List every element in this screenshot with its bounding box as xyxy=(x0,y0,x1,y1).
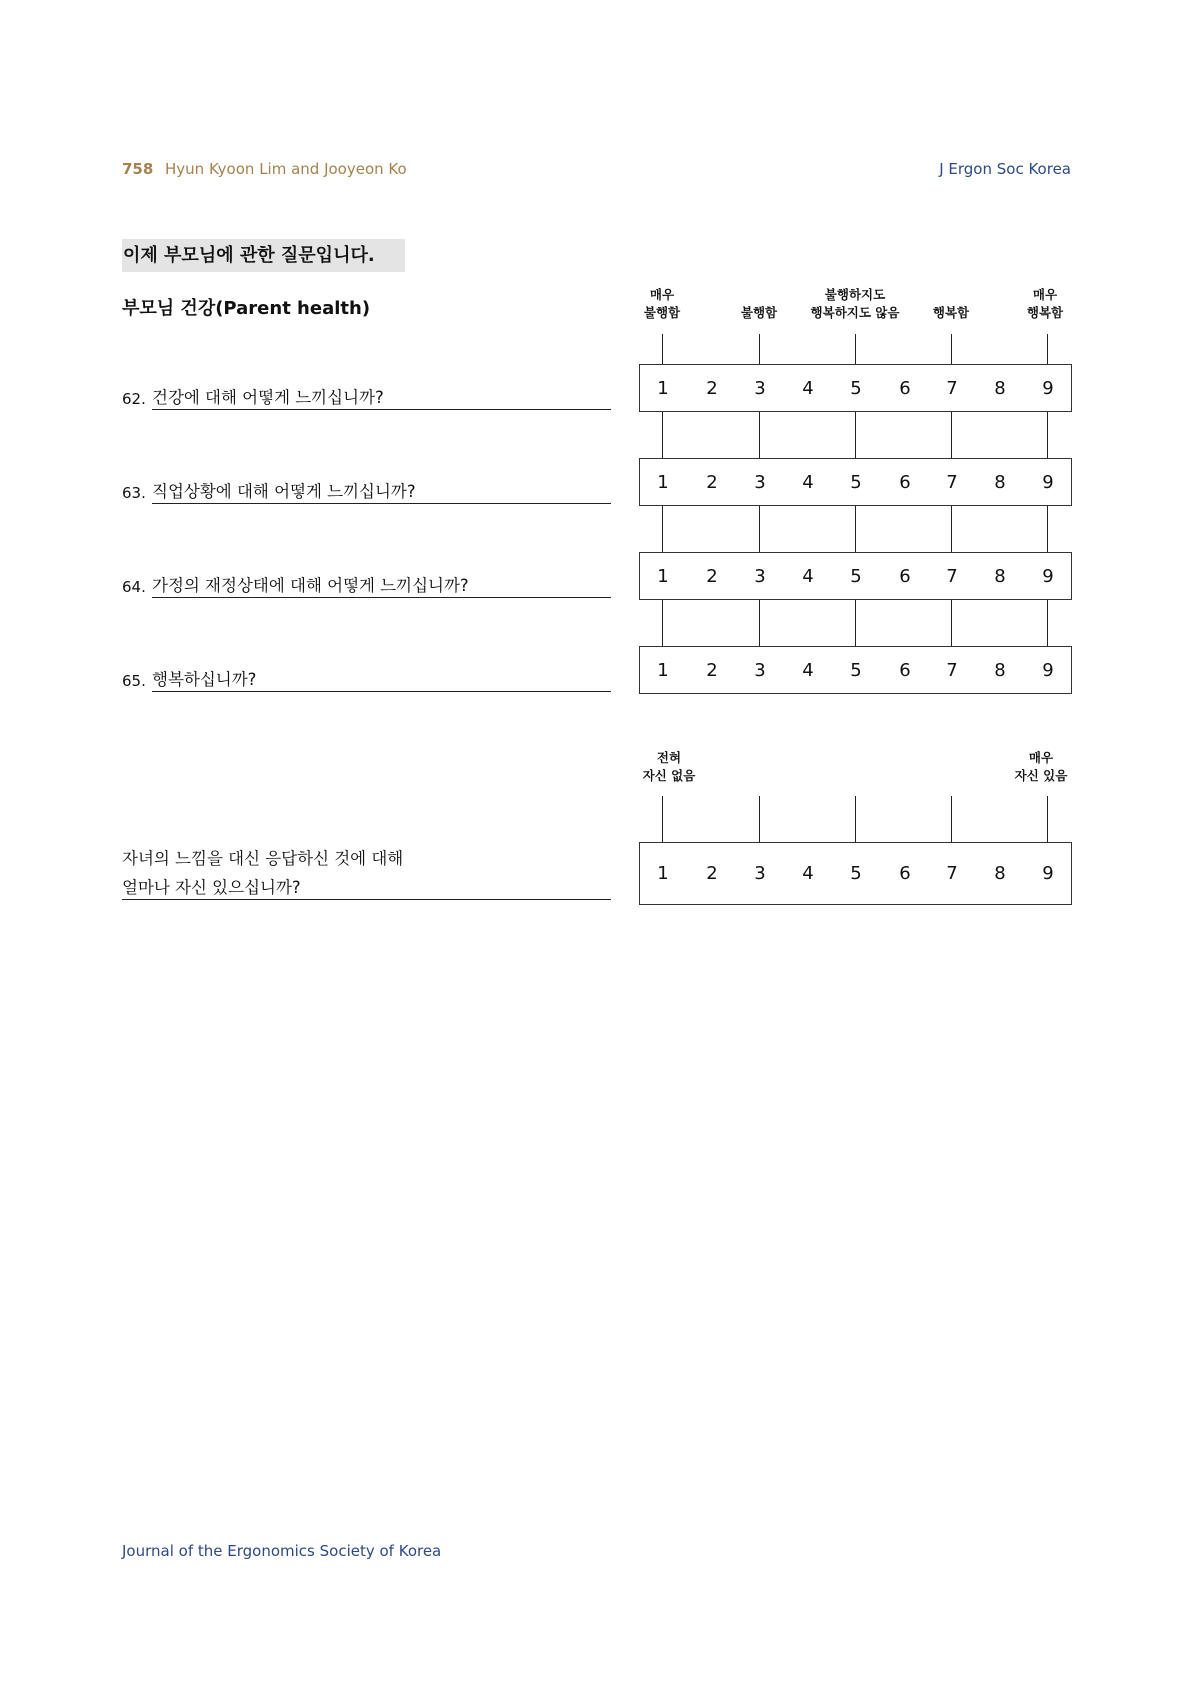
scale-tick xyxy=(951,796,952,842)
question-text: 직업상황에 대해 어떻게 느끼십니까? xyxy=(152,481,611,504)
anchor-line: 전혀 xyxy=(656,750,682,765)
anchor-line: 자신 없음 xyxy=(642,768,696,783)
anchor-very-confident xyxy=(966,749,1116,785)
scale-option: 5 xyxy=(850,377,862,399)
scale-option: 6 xyxy=(899,377,911,399)
scale-option: 9 xyxy=(1042,659,1054,681)
anchor-line: 매우 xyxy=(649,287,675,302)
scale-tick xyxy=(759,796,760,842)
question-text: 건강에 대해 어떻게 느끼십니까? xyxy=(152,387,611,410)
scale-option: 9 xyxy=(1042,863,1054,884)
scale-option: 8 xyxy=(994,377,1006,399)
scale-tick xyxy=(855,796,856,842)
scale-option: 4 xyxy=(802,863,814,884)
rating-scale-q65 xyxy=(639,646,1072,694)
scale-option: 6 xyxy=(899,471,911,493)
rating-scale-q63 xyxy=(639,458,1072,506)
scale-option: 1 xyxy=(657,659,669,681)
scale-option: 2 xyxy=(706,565,718,587)
anchor-line: 행복함 xyxy=(932,305,970,320)
scale-option: 5 xyxy=(850,471,862,493)
anchor-not-confident xyxy=(594,749,744,785)
rating-scale-q62 xyxy=(639,364,1072,412)
running-journal-title: J Ergon Soc Korea xyxy=(939,160,1071,178)
scale-option: 3 xyxy=(754,659,766,681)
scale-option: 4 xyxy=(802,377,814,399)
scale-option: 1 xyxy=(657,377,669,399)
scale-tick xyxy=(662,796,663,842)
scale-option: 9 xyxy=(1042,565,1054,587)
question-number: 63. xyxy=(122,484,146,502)
question-number: 65. xyxy=(122,672,146,690)
scale-option: 4 xyxy=(802,565,814,587)
scale-option: 3 xyxy=(754,565,766,587)
scale-option: 1 xyxy=(657,565,669,587)
scale-option: 8 xyxy=(994,659,1006,681)
anchor-line: 매우 xyxy=(1028,750,1054,765)
anchor-line: 불행함 xyxy=(643,305,681,320)
scale-option: 4 xyxy=(802,659,814,681)
scale-option: 7 xyxy=(946,565,958,587)
scale-option: 5 xyxy=(850,565,862,587)
scale-option: 4 xyxy=(802,471,814,493)
scale-option: 1 xyxy=(657,471,669,493)
scale-option: 9 xyxy=(1042,471,1054,493)
scale-option: 2 xyxy=(706,377,718,399)
question-text: 행복하십니까? xyxy=(152,669,611,692)
scale-option: 3 xyxy=(754,471,766,493)
anchor-very-happy xyxy=(970,286,1120,322)
scale-option: 5 xyxy=(850,659,862,681)
running-authors: Hyun Kyoon Lim and Jooyeon Ko xyxy=(165,160,407,178)
scale-option: 7 xyxy=(946,471,958,493)
page-number: 758 xyxy=(122,160,154,178)
scale-option: 3 xyxy=(754,377,766,399)
parent-health-heading: 부모님 건강(Parent health) xyxy=(122,298,371,319)
scale-option: 1 xyxy=(657,863,669,884)
scale-option: 7 xyxy=(946,659,958,681)
anchor-line: 행복하지도 않음 xyxy=(810,305,900,320)
running-footer-journal: Journal of the Ergonomics Society of Korea xyxy=(122,1542,442,1560)
anchor-line: 매우 xyxy=(1032,287,1058,302)
scale-option: 8 xyxy=(994,863,1006,884)
scale-option: 9 xyxy=(1042,377,1054,399)
scale-tick xyxy=(1047,796,1048,842)
anchor-line: 자신 있음 xyxy=(1014,768,1068,783)
section-title: 이제 부모님에 관한 질문입니다. xyxy=(122,239,405,272)
scale-option: 2 xyxy=(706,471,718,493)
rating-scale-q64 xyxy=(639,552,1072,600)
scale-option: 2 xyxy=(706,659,718,681)
scale-option: 7 xyxy=(946,863,958,884)
anchor-line: 행복함 xyxy=(1026,305,1064,320)
scale-option: 6 xyxy=(899,659,911,681)
anchor-line: 불행하지도 xyxy=(824,287,886,302)
scale-option: 8 xyxy=(994,471,1006,493)
scale-option: 3 xyxy=(754,863,766,884)
confidence-question-line: 얼마나 자신 있으십니까? xyxy=(122,877,611,900)
confidence-question-line: 자녀의 느낌을 대신 응답하신 것에 대해 xyxy=(122,849,404,868)
scale-option: 8 xyxy=(994,565,1006,587)
rating-scale-confidence xyxy=(639,842,1072,905)
scale-option: 6 xyxy=(899,863,911,884)
scale-option: 5 xyxy=(850,863,862,884)
scale-option: 2 xyxy=(706,863,718,884)
scale-option: 6 xyxy=(899,565,911,587)
question-number: 64. xyxy=(122,578,146,596)
scale-option: 7 xyxy=(946,377,958,399)
question-number: 62. xyxy=(122,390,146,408)
anchor-line: 불행함 xyxy=(740,305,778,320)
question-text: 가정의 재정상태에 대해 어떻게 느끼십니까? xyxy=(152,575,611,598)
